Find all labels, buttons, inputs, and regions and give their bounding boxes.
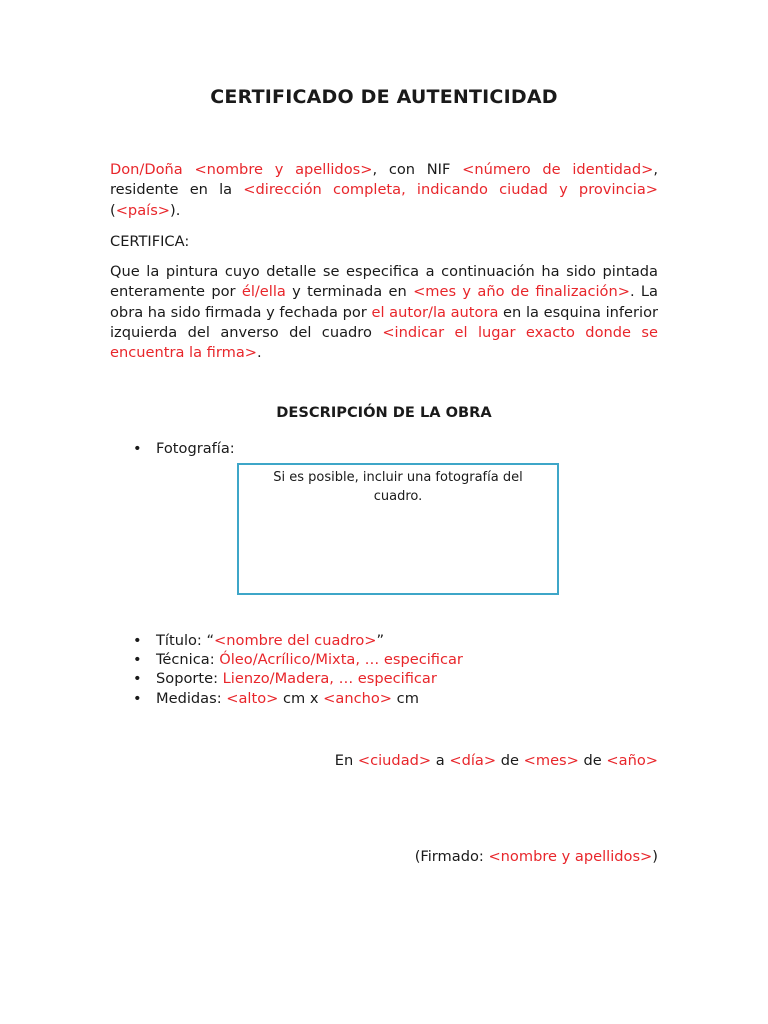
soporte-label: Soporte: [156, 670, 223, 688]
nif-text: , con NIF [372, 161, 463, 178]
finish-date-placeholder: <mes y año de finalización> [413, 283, 630, 301]
titulo-label: Título: “ [156, 632, 215, 649]
identity-paragraph [110, 160, 658, 221]
de-text-1: de [496, 752, 524, 769]
resident-text: , residente en la [110, 161, 658, 199]
signature-line [415, 848, 658, 865]
medidas-label: Medidas: [156, 689, 227, 707]
cert-text-2: y terminada en [285, 283, 414, 301]
titulo-close: ” [376, 632, 385, 649]
cert-text-4: en la esquina inferior izquierda del anverso del cuadro [110, 303, 659, 341]
address-placeholder: <dirección completa, indicando ciudad y provincia> [243, 181, 658, 199]
date-line [335, 752, 658, 769]
paren-close: ). [170, 201, 181, 219]
day-placeholder: <día> [449, 752, 497, 769]
ancho-placeholder: <ancho> [323, 689, 393, 707]
a-text: a [431, 752, 450, 769]
city-placeholder: <ciudad> [357, 752, 432, 769]
list-item-titulo [133, 631, 463, 650]
en-text: En [334, 752, 358, 769]
photo-list [133, 439, 235, 458]
don-dona-placeholder: Don/Doña [110, 161, 183, 178]
photo-placeholder-box [237, 463, 559, 595]
month-placeholder: <mes> [523, 752, 579, 769]
list-item-tecnica [133, 650, 463, 669]
signature-location-placeholder: <indicar el lugar exacto donde se encuentra la firma> [110, 323, 658, 362]
el-ella-placeholder: él/ella [241, 283, 286, 301]
signed-close: ) [652, 848, 658, 865]
certification-paragraph [110, 262, 658, 363]
list-item-soporte [133, 669, 463, 688]
cm-x-text: cm x [278, 689, 324, 707]
author-placeholder: el autor/la autora [371, 303, 499, 321]
photo-box-text: Si es posible, incluir una fotografía del cuadro. [273, 470, 523, 504]
list-item-medidas [133, 689, 463, 708]
tecnica-label: Técnica: [156, 651, 220, 669]
details-list [133, 631, 463, 708]
id-number-placeholder: <número de identidad> [462, 161, 654, 178]
de-text-2: de [578, 752, 607, 769]
section-title: DESCRIPCIÓN DE LA OBRA [276, 404, 492, 421]
name-placeholder: <nombre y apellidos> [194, 161, 373, 178]
cert-text-5: . [257, 344, 262, 362]
signed-open: (Firmado: [414, 848, 489, 865]
document-title: CERTIFICADO DE AUTENTICIDAD [210, 86, 558, 108]
country-placeholder: <país> [115, 201, 171, 219]
list-item-fotografia: • Fotografía: [133, 439, 235, 458]
soporte-placeholder: Lienzo/Madera, … especificar [222, 670, 437, 688]
cert-text-3: . La obra ha sido firmada y fechada por [110, 283, 658, 321]
certifica-label: CERTIFICA: [110, 233, 190, 250]
alto-placeholder: <alto> [226, 689, 279, 707]
paren-open: ( [110, 201, 116, 219]
tecnica-placeholder: Óleo/Acrílico/Mixta, … especificar [219, 651, 463, 669]
titulo-placeholder: <nombre del cuadro> [214, 632, 377, 649]
signer-name-placeholder: <nombre y apellidos> [488, 848, 653, 865]
year-placeholder: <año> [606, 752, 658, 769]
cert-text-1: Que la pintura cuyo detalle se especifica a continuación ha sido pintada enteramente por [110, 263, 658, 301]
cm-text: cm [392, 689, 419, 707]
